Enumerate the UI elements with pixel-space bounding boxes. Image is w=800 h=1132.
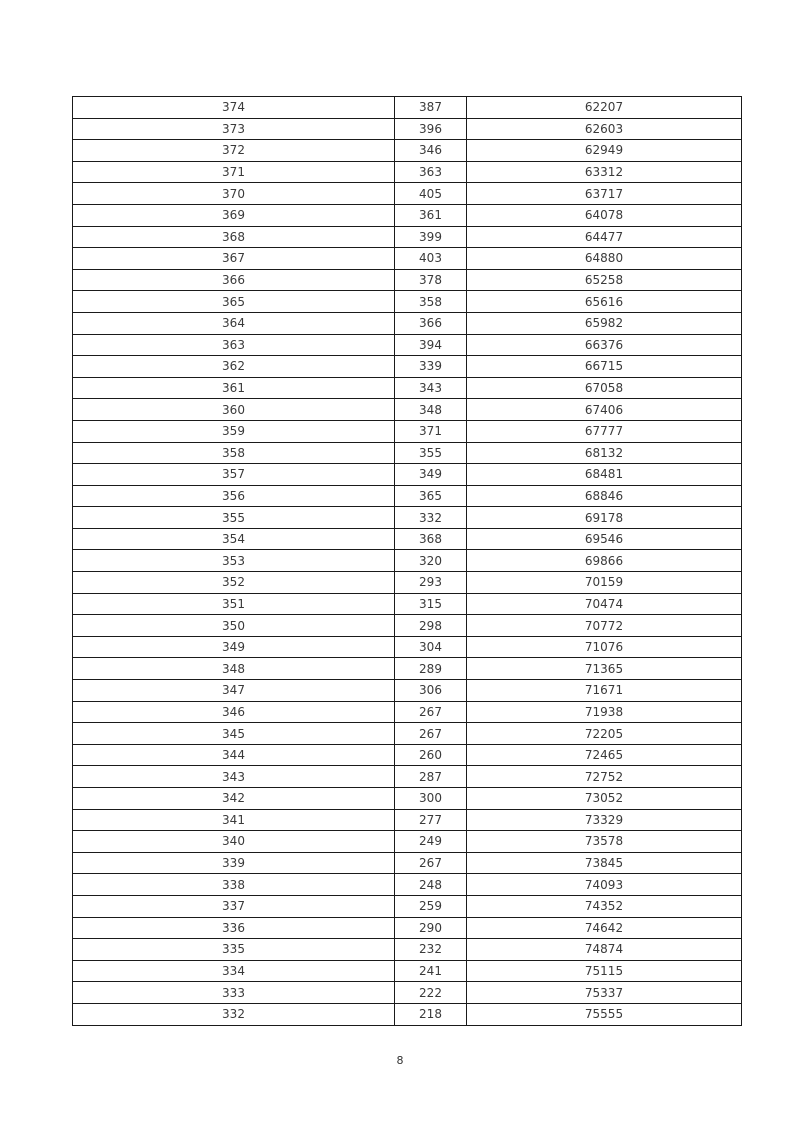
- score-cell: 349: [73, 636, 395, 658]
- table-row: [73, 377, 742, 399]
- score-cell: 342: [73, 788, 395, 810]
- score-cell: 361: [73, 377, 395, 399]
- table-row: [73, 97, 742, 119]
- cumulative-count-cell: 69866: [467, 550, 742, 572]
- score-distribution-table: [72, 96, 742, 1026]
- table-row: [73, 528, 742, 550]
- table-row: [73, 593, 742, 615]
- table-row: [73, 399, 742, 421]
- count-cell: 355: [395, 442, 467, 464]
- cumulative-count-cell: 70159: [467, 572, 742, 594]
- cumulative-count-cell: 64078: [467, 204, 742, 226]
- page-number: 8: [396, 1054, 404, 1067]
- cumulative-count-cell: 72205: [467, 723, 742, 745]
- table-row: [73, 658, 742, 680]
- score-cell: 364: [73, 312, 395, 334]
- table-row: [73, 204, 742, 226]
- cumulative-count-cell: 70474: [467, 593, 742, 615]
- table-row: [73, 809, 742, 831]
- cumulative-count-cell: 73845: [467, 852, 742, 874]
- cumulative-count-cell: 74642: [467, 917, 742, 939]
- count-cell: 396: [395, 118, 467, 140]
- cumulative-count-cell: 74093: [467, 874, 742, 896]
- count-cell: 343: [395, 377, 467, 399]
- table-row: [73, 744, 742, 766]
- cumulative-count-cell: 73578: [467, 831, 742, 853]
- cumulative-count-cell: 73329: [467, 809, 742, 831]
- score-cell: 332: [73, 1003, 395, 1025]
- table-row: [73, 356, 742, 378]
- score-cell: 341: [73, 809, 395, 831]
- count-cell: 332: [395, 507, 467, 529]
- count-cell: 222: [395, 982, 467, 1004]
- count-cell: 315: [395, 593, 467, 615]
- count-cell: 405: [395, 183, 467, 205]
- score-cell: 371: [73, 161, 395, 183]
- count-cell: 260: [395, 744, 467, 766]
- score-cell: 369: [73, 204, 395, 226]
- table-row: [73, 917, 742, 939]
- cumulative-count-cell: 71365: [467, 658, 742, 680]
- score-cell: 372: [73, 140, 395, 162]
- cumulative-count-cell: 75115: [467, 960, 742, 982]
- count-cell: 399: [395, 226, 467, 248]
- cumulative-count-cell: 62603: [467, 118, 742, 140]
- count-cell: 267: [395, 723, 467, 745]
- cumulative-count-cell: 72465: [467, 744, 742, 766]
- score-cell: 366: [73, 269, 395, 291]
- score-cell: 359: [73, 420, 395, 442]
- table-row: [73, 939, 742, 961]
- count-cell: 259: [395, 895, 467, 917]
- score-cell: 352: [73, 572, 395, 594]
- score-cell: 360: [73, 399, 395, 421]
- cumulative-count-cell: 69178: [467, 507, 742, 529]
- count-cell: 348: [395, 399, 467, 421]
- count-cell: 339: [395, 356, 467, 378]
- table-row: [73, 874, 742, 896]
- table-row: [73, 312, 742, 334]
- count-cell: 368: [395, 528, 467, 550]
- table-row: [73, 485, 742, 507]
- score-cell: 355: [73, 507, 395, 529]
- table-row: [73, 960, 742, 982]
- cumulative-count-cell: 66715: [467, 356, 742, 378]
- cumulative-count-cell: 74352: [467, 895, 742, 917]
- score-cell: 335: [73, 939, 395, 961]
- score-cell: 347: [73, 680, 395, 702]
- count-cell: 371: [395, 420, 467, 442]
- table-row: [73, 680, 742, 702]
- cumulative-count-cell: 72752: [467, 766, 742, 788]
- count-cell: 293: [395, 572, 467, 594]
- score-cell: 344: [73, 744, 395, 766]
- score-cell: 353: [73, 550, 395, 572]
- cumulative-count-cell: 67406: [467, 399, 742, 421]
- table-row: [73, 140, 742, 162]
- score-cell: 358: [73, 442, 395, 464]
- table-row: [73, 1003, 742, 1025]
- cumulative-count-cell: 64477: [467, 226, 742, 248]
- cumulative-count-cell: 62949: [467, 140, 742, 162]
- count-cell: 218: [395, 1003, 467, 1025]
- score-cell: 340: [73, 831, 395, 853]
- cumulative-count-cell: 67058: [467, 377, 742, 399]
- count-cell: 387: [395, 97, 467, 119]
- count-cell: 267: [395, 701, 467, 723]
- cumulative-count-cell: 71671: [467, 680, 742, 702]
- score-cell: 367: [73, 248, 395, 270]
- count-cell: 358: [395, 291, 467, 313]
- table-row: [73, 161, 742, 183]
- table-row: [73, 334, 742, 356]
- cumulative-count-cell: 68846: [467, 485, 742, 507]
- table-row: [73, 723, 742, 745]
- count-cell: 366: [395, 312, 467, 334]
- score-cell: 350: [73, 615, 395, 637]
- cumulative-count-cell: 66376: [467, 334, 742, 356]
- table-row: [73, 420, 742, 442]
- score-cell: 346: [73, 701, 395, 723]
- cumulative-count-cell: 64880: [467, 248, 742, 270]
- count-cell: 287: [395, 766, 467, 788]
- score-cell: 373: [73, 118, 395, 140]
- count-cell: 346: [395, 140, 467, 162]
- table-row: [73, 507, 742, 529]
- table-row: [73, 183, 742, 205]
- table-row: [73, 636, 742, 658]
- table-row: [73, 291, 742, 313]
- table-row: [73, 895, 742, 917]
- score-cell: 354: [73, 528, 395, 550]
- score-cell: 345: [73, 723, 395, 745]
- table-row: [73, 269, 742, 291]
- cumulative-count-cell: 70772: [467, 615, 742, 637]
- count-cell: 349: [395, 464, 467, 486]
- score-cell: 356: [73, 485, 395, 507]
- count-cell: 267: [395, 852, 467, 874]
- table-row: [73, 615, 742, 637]
- cumulative-count-cell: 65258: [467, 269, 742, 291]
- cumulative-count-cell: 65982: [467, 312, 742, 334]
- score-cell: 374: [73, 97, 395, 119]
- cumulative-count-cell: 62207: [467, 97, 742, 119]
- count-cell: 298: [395, 615, 467, 637]
- count-cell: 365: [395, 485, 467, 507]
- cumulative-count-cell: 71938: [467, 701, 742, 723]
- score-cell: 362: [73, 356, 395, 378]
- table-row: [73, 766, 742, 788]
- cumulative-count-cell: 63312: [467, 161, 742, 183]
- count-cell: 403: [395, 248, 467, 270]
- count-cell: 378: [395, 269, 467, 291]
- table-row: [73, 226, 742, 248]
- cumulative-count-cell: 74874: [467, 939, 742, 961]
- table-row: [73, 788, 742, 810]
- cumulative-count-cell: 75555: [467, 1003, 742, 1025]
- count-cell: 277: [395, 809, 467, 831]
- table-row: [73, 701, 742, 723]
- table-row: [73, 831, 742, 853]
- cumulative-count-cell: 69546: [467, 528, 742, 550]
- count-cell: 320: [395, 550, 467, 572]
- score-cell: 365: [73, 291, 395, 313]
- table-row: [73, 118, 742, 140]
- table-row: [73, 982, 742, 1004]
- score-cell: 343: [73, 766, 395, 788]
- score-cell: 339: [73, 852, 395, 874]
- score-cell: 363: [73, 334, 395, 356]
- count-cell: 289: [395, 658, 467, 680]
- score-cell: 348: [73, 658, 395, 680]
- cumulative-count-cell: 68481: [467, 464, 742, 486]
- table-row: [73, 572, 742, 594]
- count-cell: 232: [395, 939, 467, 961]
- count-cell: 241: [395, 960, 467, 982]
- cumulative-count-cell: 68132: [467, 442, 742, 464]
- score-cell: 370: [73, 183, 395, 205]
- table-row: [73, 442, 742, 464]
- count-cell: 306: [395, 680, 467, 702]
- count-cell: 300: [395, 788, 467, 810]
- table-row: [73, 550, 742, 572]
- score-cell: 334: [73, 960, 395, 982]
- cumulative-count-cell: 63717: [467, 183, 742, 205]
- count-cell: 394: [395, 334, 467, 356]
- table-row: [73, 852, 742, 874]
- count-cell: 304: [395, 636, 467, 658]
- score-cell: 336: [73, 917, 395, 939]
- score-cell: 337: [73, 895, 395, 917]
- cumulative-count-cell: 71076: [467, 636, 742, 658]
- count-cell: 249: [395, 831, 467, 853]
- score-cell: 338: [73, 874, 395, 896]
- table-row: [73, 464, 742, 486]
- cumulative-count-cell: 65616: [467, 291, 742, 313]
- count-cell: 363: [395, 161, 467, 183]
- score-cell: 333: [73, 982, 395, 1004]
- score-cell: 351: [73, 593, 395, 615]
- cumulative-count-cell: 67777: [467, 420, 742, 442]
- table-row: [73, 248, 742, 270]
- score-cell: 357: [73, 464, 395, 486]
- table-body: [73, 97, 742, 1026]
- cumulative-count-cell: 73052: [467, 788, 742, 810]
- count-cell: 248: [395, 874, 467, 896]
- count-cell: 290: [395, 917, 467, 939]
- score-cell: 368: [73, 226, 395, 248]
- cumulative-count-cell: 75337: [467, 982, 742, 1004]
- count-cell: 361: [395, 204, 467, 226]
